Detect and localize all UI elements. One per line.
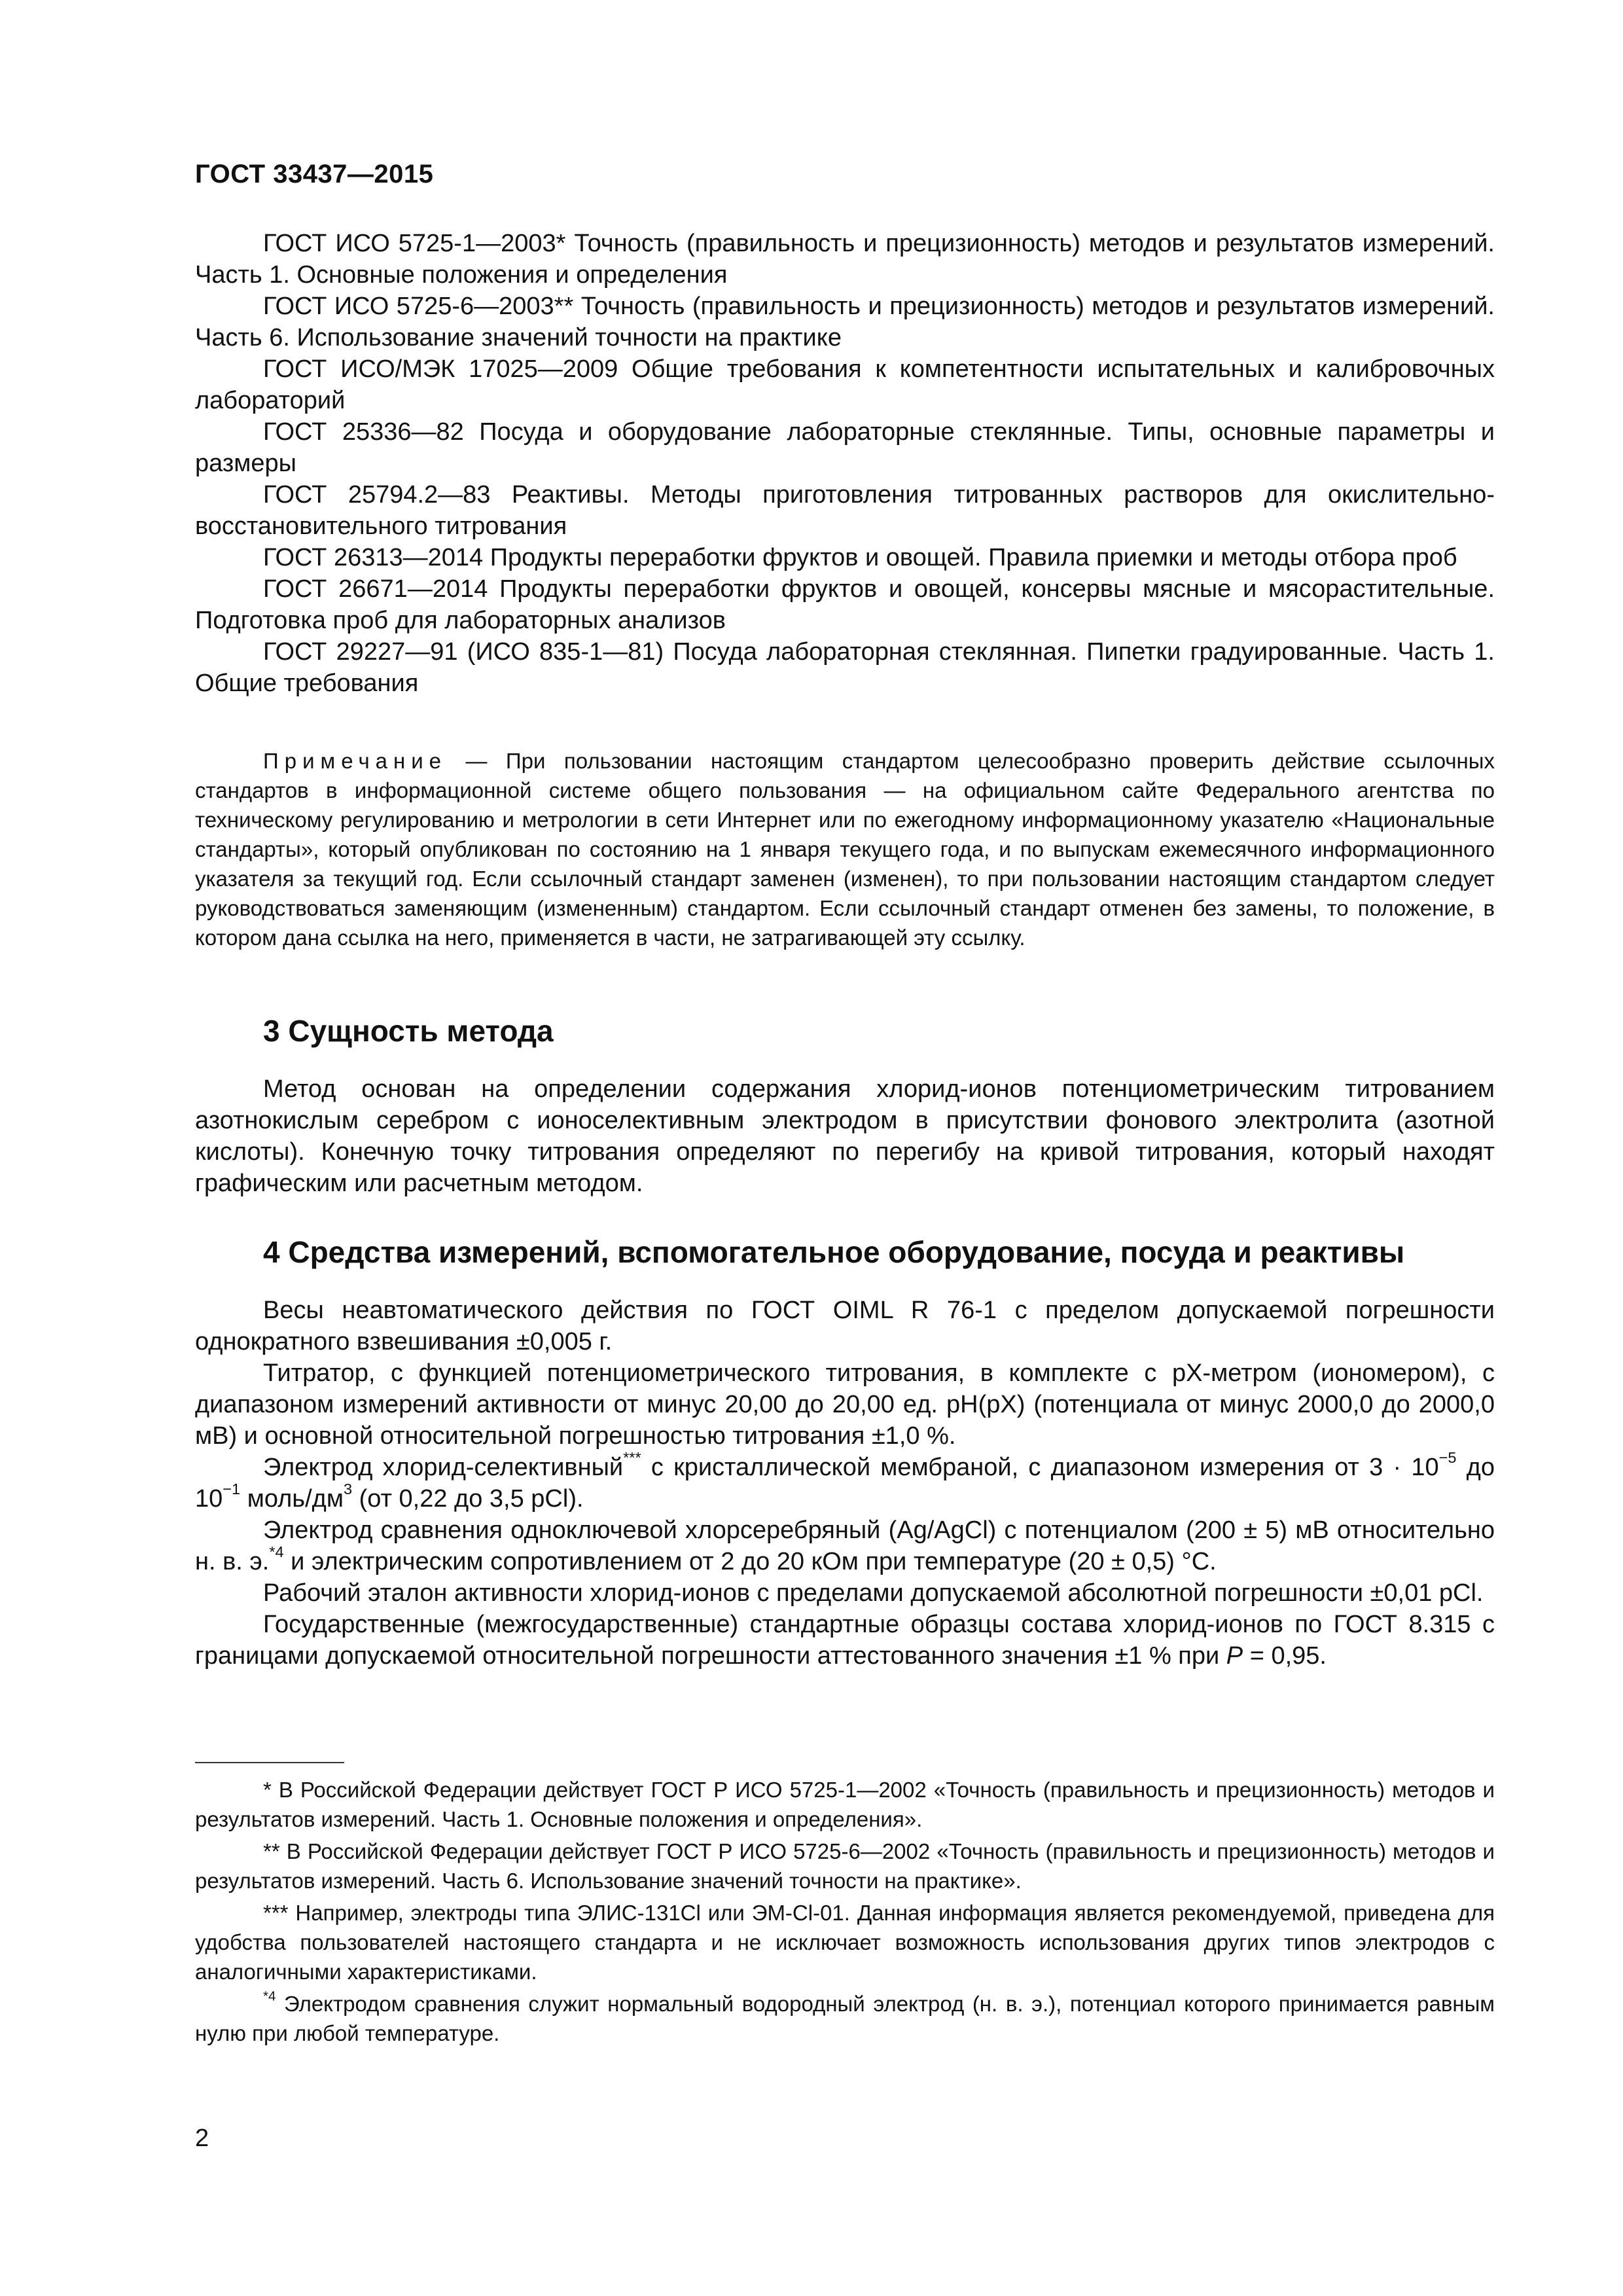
page-number: 2 (195, 2125, 209, 2152)
section-3-paragraph: Метод основан на определении содержания хлорид-ионов потенциометрическим титрованием азотнокислым серебром с ионоселективным электродом в присутствии фонового электролита (азотной кислоты). Конечную точку титрования определяют по перегибу на кривой титрования, который находят графическим или расчетным методом. (195, 1075, 1495, 1197)
reference-item: ГОСТ ИСО 5725-6—2003** Точность (правильность и прецизионность) методов и результатов измерений. Часть 6. Использование значений точности на практике (195, 293, 1495, 351)
working-standard-paragraph: Рабочий эталон активности хлорид-ионов с пределами допускаемой абсолютной погрешности ±0,01 pCl. (263, 1579, 1484, 1607)
reference-item: ГОСТ 25794.2—83 Реактивы. Методы приготовления титрованных растворов для окислительно-восстановительного титрования (195, 481, 1495, 540)
reference-item: ГОСТ 25336—82 Посуда и оборудование лабораторные стеклянные. Типы, основные параметры и размеры (195, 418, 1495, 477)
footnote-item: $^{*4}$ Электродом сравнения служит нормальный водородный электрод (н. в. э.), потенциал которого принимается равным нулю при любой температуре. (195, 1988, 1495, 2045)
reference-materials-paragraph: Государственные (межгосударственные) стандартные образцы состава хлорид-ионов по ГОСТ 8.315 с границами допускаемой относительной погрешности аттестованного значения ±1 % при P = 0,95. (195, 1611, 1495, 1670)
titrator-paragraph: Титратор, с функцией потенциометрического титрования, в комплекте с pX-метром (иономером), с диапазоном измерений активности от минус 20,00 до 20,00 ед. pH(pX) (потенциала от минус 2000,0 до 2000,0 мВ) и основной относительной погрешностью титрования ±1,0 %. (195, 1359, 1495, 1450)
reference-item: ГОСТ ИСО/МЭК 17025—2009 Общие требования к компетентности испытательных и калибровочных лабораторий (195, 355, 1495, 414)
reference-item: ГОСТ 29227—91 (ИСО 835-1—81) Посуда лабораторная стеклянная. Пипетки градуированные. Часть 1. Общие требования (195, 638, 1495, 697)
footnote-item: ** В Российской Федерации действует ГОСТ Р ИСО 5725-6—2002 «Точность (правильность и прецизионность) методов и результатов измерений. Часть 6. Использование значений точности на практике». (195, 1839, 1495, 1893)
note-paragraph (195, 746, 1495, 952)
note-text: — При пользовании настоящим стандартом целесообразно проверить действие ссылочных стандартов в информационной системе общего пользования — на официальном сайте Федерального агентства по техническому регулированию и метрологии в сети Интернет или по ежегодному информационному указателю «Национальные стандарты», который опубликован по состоянию на 1 января текущего года, и по выпускам ежемесячного информационного указателя за текущий год. Если ссылочный стандарт заменен (изменен), то при пользовании настоящим стандартом следует руководствоваться заменяющим (измененным) стандартом. Если ссылочный стандарт отменен без замены, то положение, в котором дана ссылка на него, применяется в части, не затрагивающей эту ссылку. (195, 749, 1495, 950)
section-3-body (195, 1073, 1495, 1199)
footnote-mark: *** (263, 1901, 289, 1925)
footnote-mark: *4 (263, 1988, 276, 2004)
reference-electrode-paragraph: Электрод сравнения одноключевой хлорсеребряный (Ag/AgCl) с потенциалом (200 ± 5) мВ относительно н. в. э.$^{*4}$ и электрическим сопротивлением от 2 до 20 кОм при температуре (20 ± 0,5) °С. (195, 1516, 1495, 1575)
normative-references (195, 228, 1495, 699)
reference-item: ГОСТ 26671—2014 Продукты переработки фруктов и овощей, консервы мясные и мясорастительные. Подготовка проб для лабораторных анализов (195, 575, 1495, 634)
section-3-title: 3 Сущность метода (263, 1014, 554, 1048)
footnote-ref: *** (623, 1449, 641, 1467)
page-header: ГОСТ 33437—2015 (195, 160, 434, 188)
footnote-separator (195, 1762, 344, 1763)
chloride-electrode-paragraph: Электрод хлорид-селективный*** с кристаллической мембраной, с диапазоном измерения от $3 \cdot 10^{-5}$ до $10^{-1}$ моль/$дм^3$ (от 0,22 до 3,5 pCl). (195, 1449, 1495, 1513)
reference-item: ГОСТ ИСО 5725-1—2003* Точность (правильность и прецизионность) методов и результатов измерений. Часть 1. Основные положения и определения (195, 230, 1495, 289)
footnotes (195, 1775, 1495, 2051)
footnote-mark: ** (263, 1839, 280, 1863)
footnote-ref: *4 (269, 1543, 284, 1561)
note-label: Примечание (263, 749, 448, 773)
note-block (195, 746, 1495, 952)
footnote-mark: * (263, 1778, 272, 1802)
reference-item: ГОСТ 26313—2014 Продукты переработки фруктов и овощей. Правила приемки и методы отбора проб (263, 544, 1457, 571)
section-4-body (195, 1295, 1495, 1672)
scales-paragraph: Весы неавтоматического действия по ГОСТ OIML R 76-1 с пределом допускаемой погрешности однократного взвешивания ±0,005 г. (195, 1297, 1495, 1355)
section-4-title: 4 Средства измерений, вспомогательное оборудование, посуда и реактивы (263, 1235, 1405, 1269)
footnote-item: * В Российской Федерации действует ГОСТ Р ИСО 5725-1—2002 «Точность (правильность и прецизионность) методов и результатов измерений. Часть 1. Основные положения и определения». (195, 1778, 1495, 1831)
footnote-item: *** Например, электроды типа ЭЛИС-131Cl или ЭМ-Cl-01. Данная информация является рекомендуемой, приведена для удобства пользователей настоящего стандарта и не исключает возможность использования других типов электродов с аналогичными характеристиками. (195, 1901, 1495, 1984)
